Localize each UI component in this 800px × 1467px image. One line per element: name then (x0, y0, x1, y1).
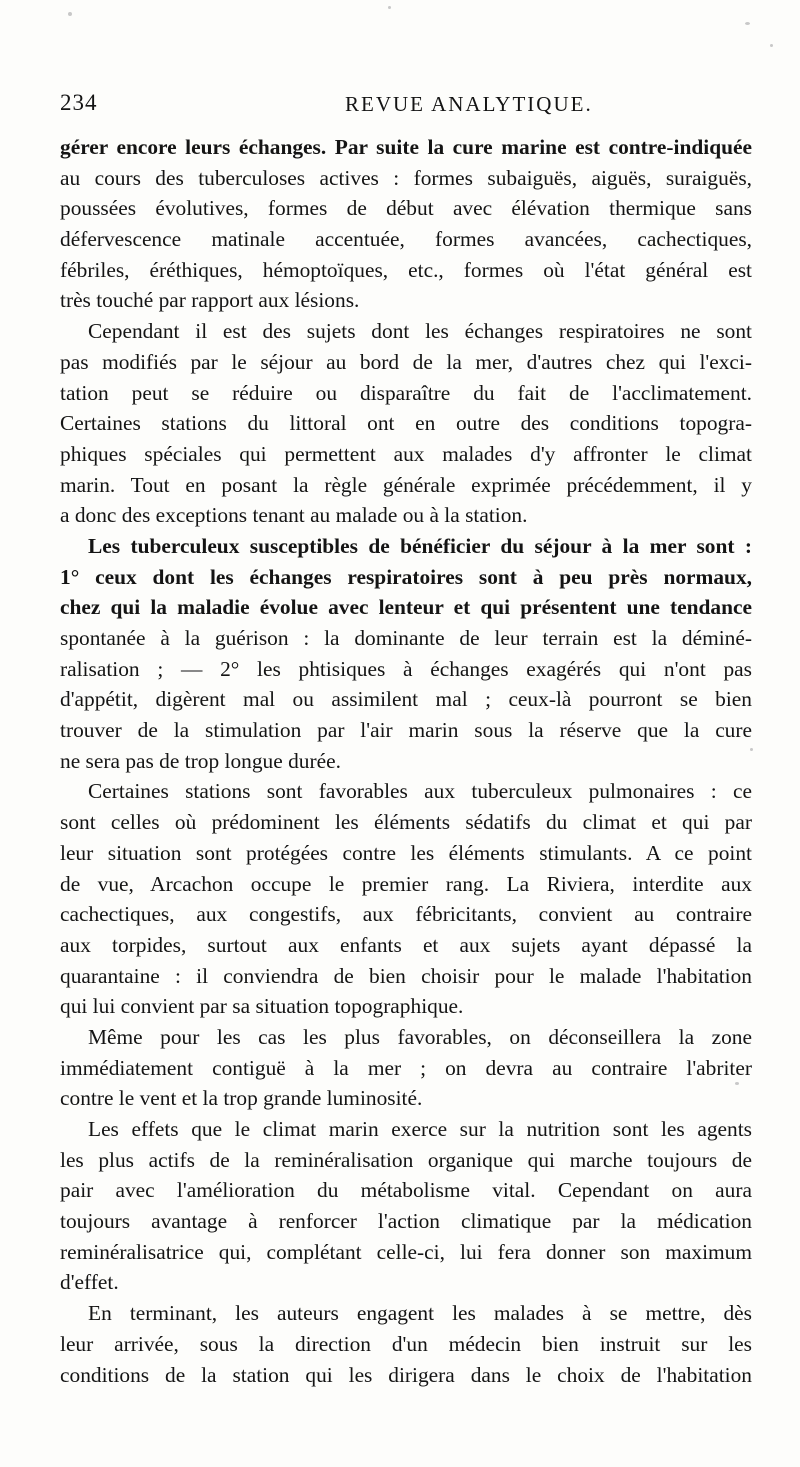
page-number: 234 (60, 90, 98, 115)
text-line: leur situation sont protégées contre les éléments stimulants. A ce point (60, 840, 752, 865)
text-line: Certaines stations sont favorables aux tuberculeux pulmonaires : ce (88, 779, 752, 804)
text-line: quarantaine : il conviendra de bien choisir pour le malade l'habitation (60, 963, 752, 988)
text-line: Certaines stations du littoral ont en outre des conditions topogra- (60, 411, 752, 436)
scan-speck (770, 44, 773, 47)
page-header (60, 90, 760, 124)
scan-speck (750, 748, 753, 751)
text-line: Même pour les cas les plus favorables, on déconseillera la zone (88, 1024, 752, 1049)
text-line: spontanée à la guérison : la dominante de leur terrain est la déminé- (60, 626, 752, 650)
text-line: d'effet. (60, 1270, 119, 1295)
scan-speck (68, 12, 72, 16)
text-line: En terminant, les auteurs engagent les malades à se mettre, dès (88, 1301, 752, 1326)
text-line: contre le vent et la trop grande luminosité. (60, 1086, 423, 1111)
text-line: reminéralisatrice qui, complétant celle-ci, lui fera donner son maximum (60, 1239, 752, 1264)
text-line: pair avec l'amélioration du métabolisme vital. Cependant on aura (60, 1178, 752, 1203)
text-line: Les tuberculeux susceptibles de bénéficier du séjour à la mer sont : (88, 533, 752, 558)
text-line: pas modifiés par le séjour au bord de la mer, d'autres chez qui l'exci- (60, 349, 752, 374)
text-line: ralisation ; — 2° les phtisiques à échanges exagérés qui n'ont pas (60, 656, 752, 681)
text-line: fébriles, éréthiques, hémoptoïques, etc., formes où l'état général est (60, 257, 752, 282)
text-line: ne sera pas de trop longue durée. (60, 748, 341, 773)
text-line: 1° ceux dont les échanges respiratoires sont à peu près normaux, (60, 564, 752, 589)
text-line: très touché par rapport aux lésions. (60, 288, 360, 313)
text-line: au cours des tuberculoses actives : formes subaiguës, aiguës, suraiguës, (60, 165, 752, 190)
running-title: REVUE ANALYTIQUE. (345, 92, 593, 116)
text-line: qui lui convient par sa situation topographique. (60, 994, 464, 1019)
text-line: de vue, Arcachon occupe le premier rang. La Riviera, interdite aux (60, 871, 752, 896)
text-line: aux torpides, surtout aux enfants et aux sujets ayant dépassé la (60, 932, 752, 957)
text-line: marin. Tout en posant la règle générale exprimée précédemment, il y (60, 472, 752, 497)
text-line: poussées évolutives, formes de début avec élévation thermique sans (60, 196, 752, 221)
text-line: chez qui la maladie évolue avec lenteur et qui présentent une tendance (60, 595, 752, 620)
text-line: Les effets que le climat marin exerce sur la nutrition sont les agents (88, 1117, 752, 1141)
text-line: immédiatement contiguë à la mer ; on devra au contraire l'abriter (60, 1055, 752, 1080)
text-line: cachectiques, aux congestifs, aux fébricitants, convient au contraire (60, 902, 752, 927)
text-line: trouver de la stimulation par l'air marin sous la réserve que la cure (60, 718, 752, 743)
text-line: leur arrivée, sous la direction d'un médecin bien instruit sur les (60, 1331, 752, 1356)
scan-speck (745, 22, 750, 25)
scan-speck (388, 6, 391, 9)
text-line: gérer encore leurs échanges. Par suite la cure marine est contre-indiquée (60, 135, 752, 159)
text-line: conditions de la station qui les dirigera dans le choix de l'habitation (60, 1362, 752, 1387)
text-line: Cependant il est des sujets dont les échanges respiratoires ne sont (88, 319, 752, 344)
text-line: les plus actifs de la reminéralisation organique qui marche toujours de (60, 1147, 752, 1172)
text-line: défervescence matinale accentuée, formes avancées, cachectiques, (60, 227, 752, 252)
text-line: tation peut se réduire ou disparaître du fait de l'acclimatement. (60, 380, 752, 405)
text-line: d'appétit, digèrent mal ou assimilent mal ; ceux-là pourront se bien (60, 687, 752, 712)
body-text (60, 132, 752, 1390)
text-line: phiques spéciales qui permettent aux malades d'y affronter le climat (60, 441, 752, 466)
text-line: toujours avantage à renforcer l'action climatique par la médication (60, 1209, 752, 1234)
text-line: a donc des exceptions tenant au malade ou à la station. (60, 503, 528, 528)
scan-speck (735, 1082, 739, 1085)
text-line: sont celles où prédominent les éléments sédatifs du climat et qui par (60, 810, 752, 835)
